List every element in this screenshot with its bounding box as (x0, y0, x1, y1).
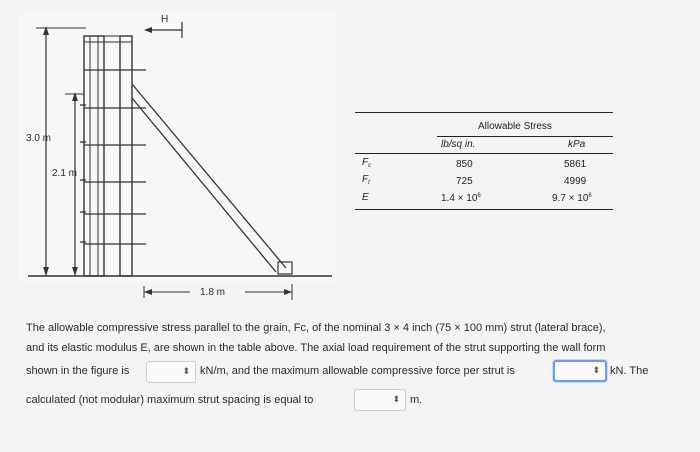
fc-kpa: 5861 (564, 159, 587, 170)
allowable-stress-table (355, 110, 613, 214)
question-line-1: The allowable compressive stress parallel to the grain, Fc, of the nominal 3 × 4 inch (75 × 100 mm) strut (lateral brace), (26, 322, 606, 334)
e-psi: $1.4 \times 10^6$ (441, 193, 481, 204)
question-line-3c: kN. The (610, 365, 649, 377)
ft-psi: 725 (456, 176, 473, 187)
symbol-e: E (362, 192, 369, 203)
height-21-label: 2.1 m (52, 168, 78, 179)
question-line-2: and its elastic modulus E, are shown in the table above. The axial load requirement of the strut supporting the wall form (26, 342, 606, 354)
symbol-fc: $F_c$ (362, 157, 372, 169)
e-kpa: $9.7 \times 10^6$ (552, 193, 592, 204)
col2-header: kPa (568, 139, 586, 150)
max-force-dropdown[interactable] (553, 360, 607, 382)
axial-load-dropdown[interactable] (146, 361, 196, 383)
ft-kpa: 4999 (564, 176, 587, 187)
col1-header: lb/sq in. (441, 139, 476, 150)
dropdown-arrow-icon: ⬍ (182, 367, 190, 377)
wall-form-figure (0, 0, 350, 310)
h-label: H (161, 14, 169, 25)
question-line-4a: calculated (not modular) maximum strut spacing is equal to (26, 394, 314, 406)
fc-psi: 850 (456, 159, 473, 170)
symbol-ft: $F_t$ (362, 174, 370, 186)
base-label: 1.8 m (200, 287, 226, 298)
question-line-4b: m. (410, 394, 423, 406)
dropdown-arrow-icon: ⬍ (392, 395, 400, 405)
table-title: Allowable Stress (478, 121, 552, 132)
dropdown-arrow-icon: ⬍ (592, 366, 600, 376)
height-30-label: 3.0 m (26, 133, 52, 144)
spacing-dropdown[interactable] (354, 389, 406, 411)
question-line-3b: kN/m, and the maximum allowable compressive force per strut is (200, 365, 515, 377)
question-line-3a: shown in the figure is (26, 365, 130, 377)
